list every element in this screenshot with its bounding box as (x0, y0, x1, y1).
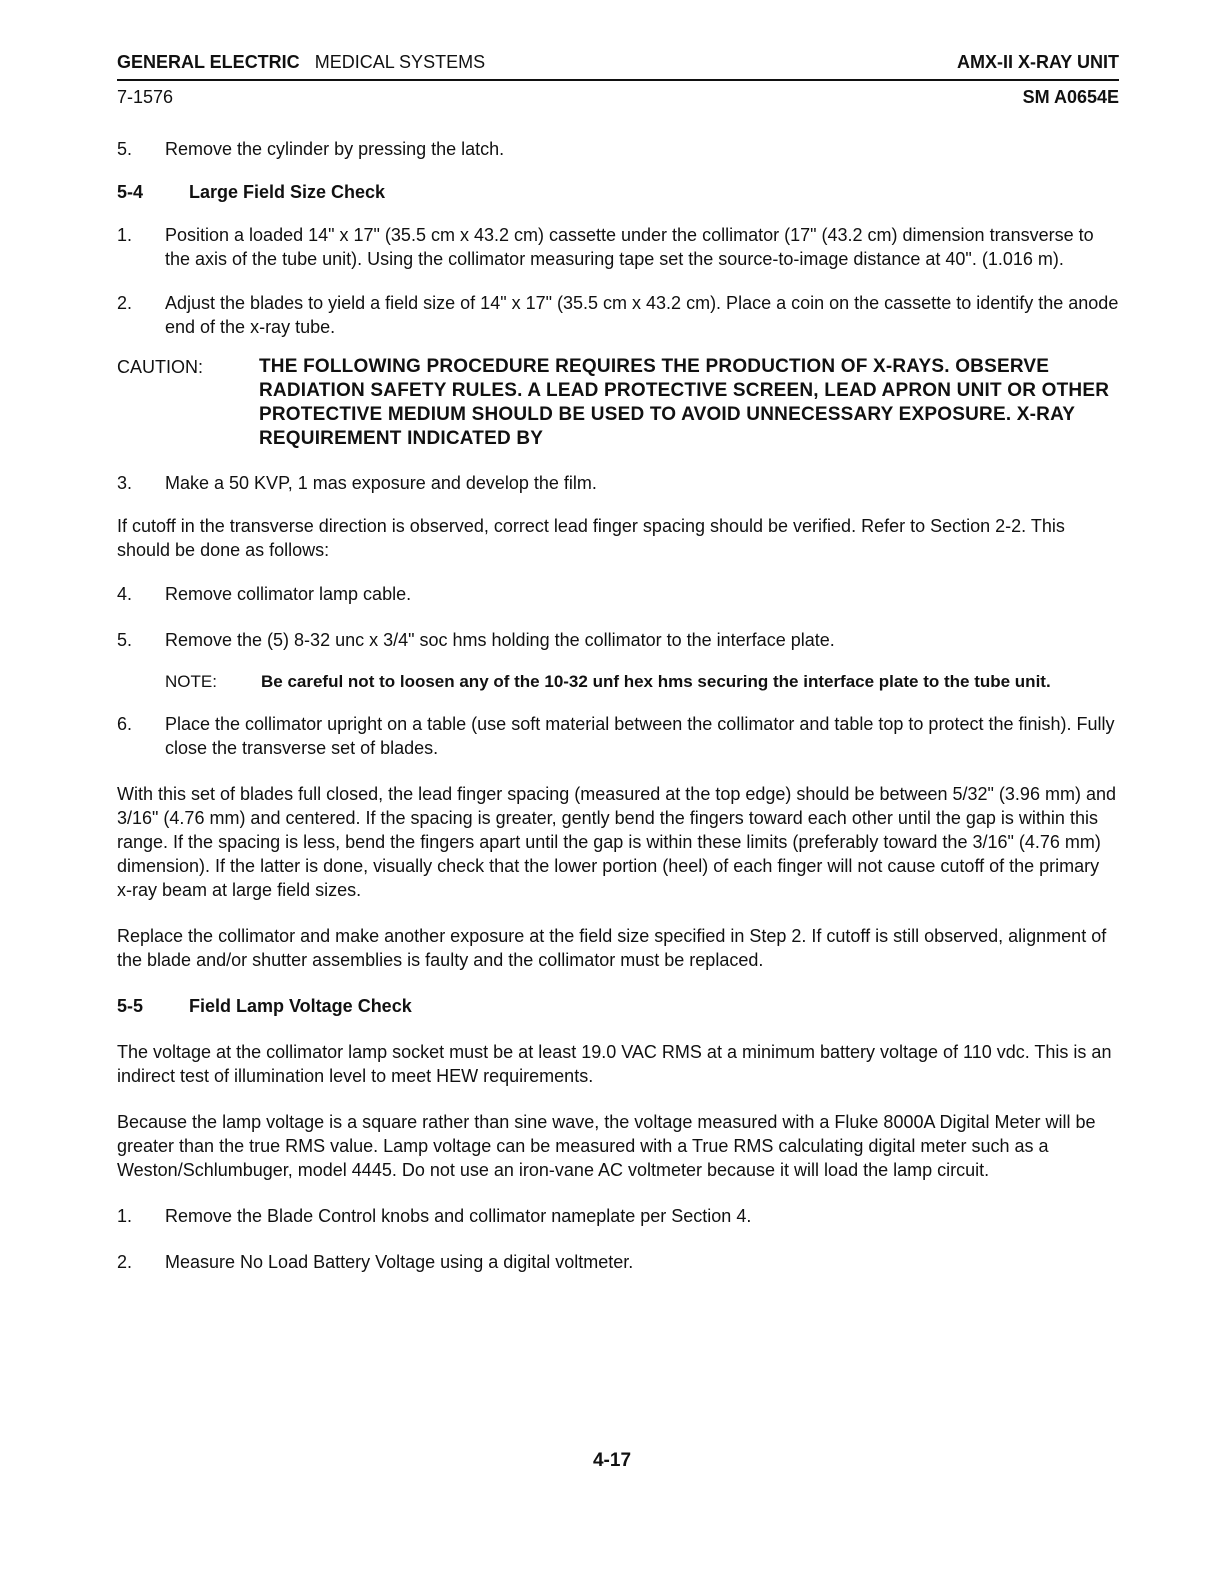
step-number: 2. (117, 1252, 133, 1272)
header-subline (117, 87, 1119, 108)
step-item (117, 291, 1119, 339)
section-number: 5-5 (117, 996, 144, 1016)
step-item (117, 223, 1119, 271)
step-item (117, 1250, 1119, 1274)
paragraph-replace: Replace the collimator and make another exposure at the field size specified in Step 2. If cutoff is still observed, alignment of the blade and/or shutter assemblies is faulty and the collimator must be replaced. (117, 926, 1107, 970)
section-title: Field Lamp Voltage Check (189, 996, 412, 1016)
step-item (117, 628, 1119, 652)
step-item (117, 471, 1119, 495)
sm-number: SM A0654E (1022, 87, 1119, 107)
paragraph-square-wave: Because the lamp voltage is a square rather than sine wave, the voltage measured with a Fluke 8000A Digital Meter will be greater than the true RMS value. Lamp voltage can be measured with a True RMS calculating digital meter such as a Weston/Schlumbuger, model 4445. Do not use an iron-vane AC voltmeter because it will load the lamp circuit. (117, 1112, 1096, 1180)
step-text: Make a 50 KVP, 1 mas exposure and develop the film. (165, 473, 597, 493)
step-number: 5. (117, 139, 133, 159)
caution-text: THE FOLLOWING PROCEDURE REQUIRES THE PRODUCTION OF X-RAYS. OBSERVE RADIATION SAFETY RULES. A LEAD PROTECTIVE SCREEN, LEAD APRON UNIT OR OTHER PROTECTIVE MEDIUM SHOULD BE USED TO AVOID UNNECESSARY EXPOSURE. X-RAY REQUIREMENT INDICATED BY (259, 356, 1110, 449)
note-label: NOTE: (165, 672, 217, 691)
step-item (117, 712, 1119, 760)
step-text: Place the collimator upright on a table (use soft material between the collimator and table top to protect the finish). Fully close the transverse set of blades. (165, 714, 1115, 758)
paragraph-blades: With this set of blades full closed, the lead finger spacing (measured at the top edge) should be between 5/32" (3.96 mm) and 3/16" (4.76 mm) and centered. If the spacing is greater, gently bend the fingers toward each other until the gap is within this range. If the spacing is less, bend the fingers apart until the gap is within these limits (preferably toward the 3/16" (4.76 mm) dimension). If the latter is done, visually check that the lower portion (heel) of each finger will not cause cutoff of the primary x-ray beam at large field sizes. (117, 784, 1116, 900)
step-text: Measure No Load Battery Voltage using a digital voltmeter. (165, 1252, 634, 1272)
note-text: Be careful not to loosen any of the 10-32 unf hex hms securing the interface plate to the tube unit. (261, 672, 1051, 691)
step-text: Remove the cylinder by pressing the latch. (165, 139, 505, 159)
company-name: GENERAL ELECTRIC (117, 52, 300, 72)
section-number: 5-4 (117, 182, 144, 202)
header-left (117, 52, 485, 73)
step-number: 1. (117, 1206, 133, 1226)
step-number: 1. (117, 225, 133, 245)
header-rule (117, 79, 1119, 81)
step-number: 5. (117, 630, 133, 650)
step-number: 6. (117, 714, 133, 734)
doc-number: 7-1576 (117, 87, 174, 107)
paragraph-cutoff: If cutoff in the transverse direction is observed, correct lead finger spacing should be verified. Refer to Section 2-2. This should be done as follows: (117, 516, 1065, 560)
step-item (117, 137, 1119, 161)
division-name: MEDICAL SYSTEMS (314, 52, 486, 72)
step-text: Adjust the blades to yield a field size of 14" x 17" (35.5 cm x 43.2 cm). Place a coin on the cassette to identify the anode end of the x-ray tube. (165, 293, 1119, 337)
step-item (117, 582, 1119, 606)
step-text: Remove collimator lamp cable. (165, 584, 412, 604)
step-number: 2. (117, 293, 133, 313)
step-text: Remove the (5) 8-32 unc x 3/4" soc hms holding the collimator to the interface plate. (165, 630, 835, 650)
paragraph-voltage: The voltage at the collimator lamp socket must be at least 19.0 VAC RMS at a minimum battery voltage of 110 vdc. This is an indirect test of illumination level to meet HEW requirements. (117, 1042, 1112, 1086)
section-heading-5-4 (117, 180, 1119, 204)
caution-block (117, 355, 1119, 451)
product-name: AMX-II X-RAY UNIT (956, 52, 1119, 72)
note-block (165, 670, 1119, 694)
step-item (117, 1204, 1119, 1228)
section-heading-5-5 (117, 994, 1119, 1018)
section-title: Large Field Size Check (189, 182, 386, 202)
page-number: 4-17 (592, 1450, 632, 1471)
page-header (117, 52, 1119, 73)
step-number: 4. (117, 584, 133, 604)
step-number: 3. (117, 473, 133, 493)
step-text: Remove the Blade Control knobs and collimator nameplate per Section 4. (165, 1206, 752, 1226)
step-text: Position a loaded 14" x 17" (35.5 cm x 43.2 cm) cassette under the collimator (17" (43.2 cm) dimension transverse to the axis of the tube unit). Using the collimator measuring tape set the source-to-image distance at 40". (1.016 m). (165, 225, 1094, 269)
caution-label: CAUTION: (117, 357, 204, 377)
document-page (117, 52, 1119, 1274)
